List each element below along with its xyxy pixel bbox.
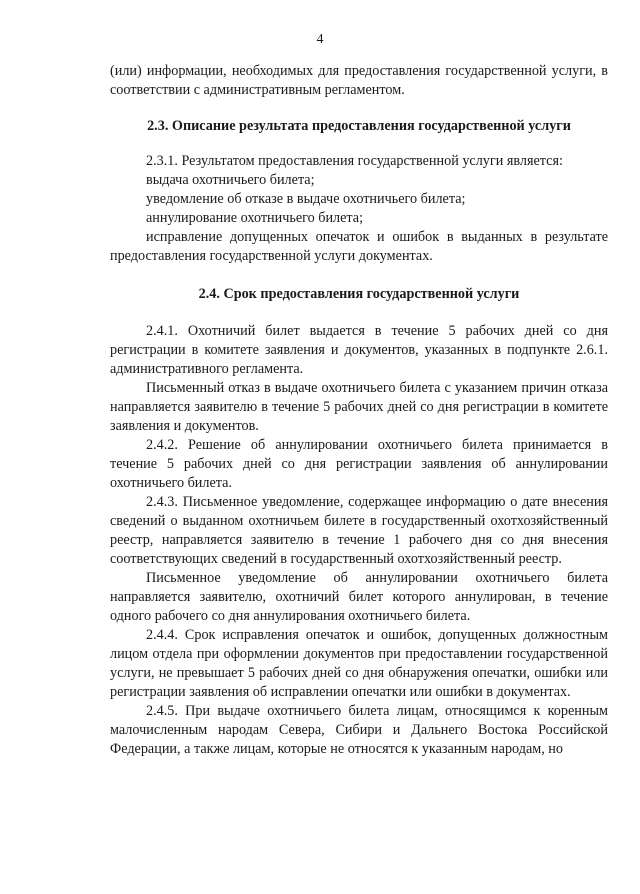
result-item: выдача охотничьего билета; [146,172,315,188]
section-2-3-lead: 2.3.1. Результатом предоставления государственной услуги является: [146,153,563,169]
intro-paragraph: (или) информации, необходимых для предоставления государственной услуги, в соответствии с административным регламентом. [110,63,608,98]
paragraph-2-4-3: 2.4.3. Письменное уведомление, содержащее информацию о дате внесения сведений о выданном охотничьем билете в государственный охотхозяйственный реестр, направляется заявителю в течение 1 рабочего дня со дня внесения соответствующих сведений в государственный охотхозяйственный реестр. [110,494,608,567]
document-body [110,62,608,759]
paragraph-annulment-notice: Письменное уведомление об аннулировании охотничьего билета направляется заявителю, охотничий билет которого аннулирован, в течение одного рабочего со дня аннулирования охотничьего билета. [110,570,608,624]
result-item: исправление допущенных опечаток и ошибок в выданных в результате предоставления государственной услуги документах. [110,229,608,264]
section-2-3-title: 2.3. Описание результата предоставления государственной услуги [147,118,571,134]
section-2-3-body [110,152,608,266]
paragraph-2-4-5: 2.4.5. При выдаче охотничьего билета лицам, относящимся к коренным малочисленным народам Севера, Сибири и Дальнего Востока Российской Федерации, а также лицам, которые не относятся к указанным народам, но [110,703,608,757]
result-item: уведомление об отказе в выдаче охотничьего билета; [146,191,466,207]
section-2-4-body [110,322,608,759]
result-item: аннулирование охотничьего билета; [146,210,364,226]
paragraph-2-4-4: 2.4.4. Срок исправления опечаток и ошибок, допущенных должностным лицом отдела при оформлении документов при предоставлении государственной услуги, не превышает 5 рабочих дней со дня обнаружения опечатки, ошибки или регистрации заявления об исправлении опечатки или ошибки в документах. [110,627,608,700]
section-2-4-title: 2.4. Срок предоставления государственной услуги [198,286,520,302]
paragraph-refusal: Письменный отказ в выдаче охотничьего билета с указанием причин отказа направляется заявителю в течение 5 рабочих дней со дня регистрации в комитете заявления и документов. [110,380,608,434]
paragraph-2-4-1: 2.4.1. Охотничий билет выдается в течение 5 рабочих дней со дня регистрации в комитете заявления и документов, указанных в подпункте 2.6.1. административного регламента. [110,323,608,377]
paragraph-2-4-2: 2.4.2. Решение об аннулировании охотничьего билета принимается в течение 5 рабочих дней со дня регистрации заявления об аннулировании охотничьего билета. [110,437,608,491]
page-number: 4 [316,32,324,47]
